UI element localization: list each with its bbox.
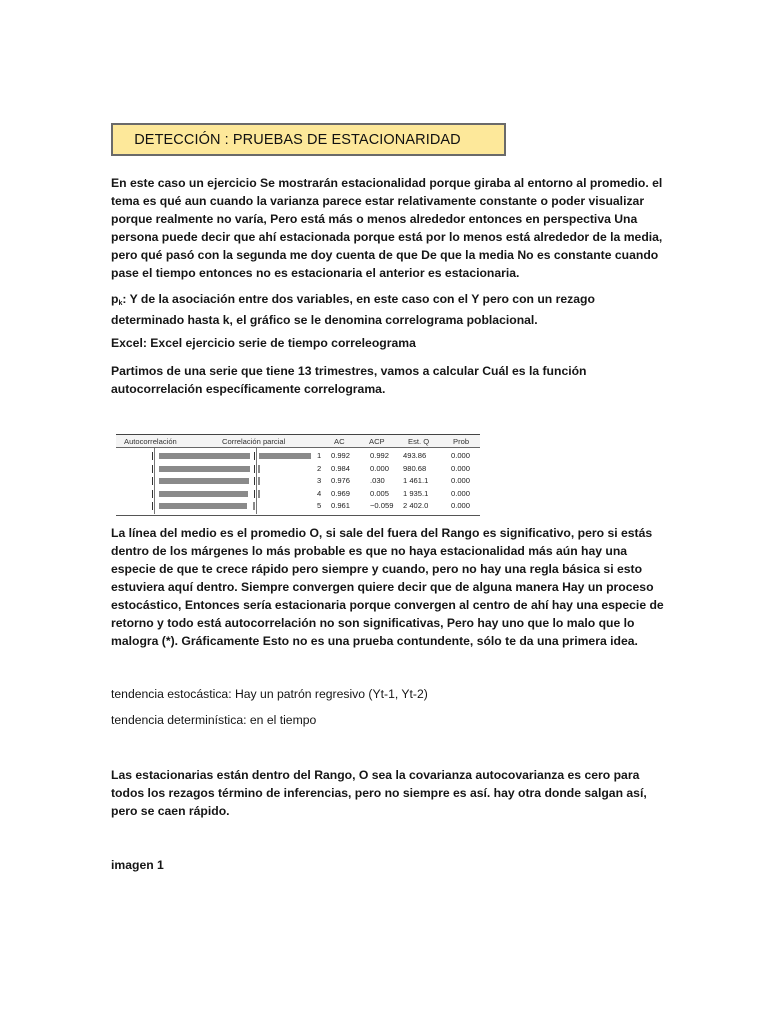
- ac-value: 0.969: [331, 488, 351, 498]
- paragraph-interpretation: La línea del medio es el promedio O, si sale del fuera del Rango es significativo, pero si estás dentro de los márgenes lo más probable es que no haya estacionalidad más aún hay una especie de que te crece rápido pero siempre y cuando, pero no hay una regla básica si esto estuviera aquí dentro. Siempre convergen quiere decir que de alguna manera Hay un proceso estocástico, Entonces sería estacionaria porque convergen al centro de ahí hay una especie de retorno y todo está autocorrelación no son significativas, Pero hay uno que lo malo que lo malogra (*). Gráficamente Esto no es una prueba contundente, sólo te da una primera idea.: [111, 526, 664, 648]
- lag-label: 4: [317, 488, 322, 498]
- lag-label: 3: [317, 476, 322, 485]
- est-q-value: 1 461.1: [403, 476, 429, 485]
- ac-limit-tick: [152, 452, 153, 460]
- rho-definition: : Y de la asociación entre dos variables, en este caso con el Y pero con un rezago determinado hasta k, el gráfico se le denomina correlograma poblacional.: [111, 292, 595, 327]
- lag-label: 5: [317, 501, 322, 510]
- header-correlacion-parcial: Correlación parcial: [222, 437, 286, 446]
- header-autocorrelacion: Autocorrelación: [124, 437, 177, 446]
- prob-value: 0.000: [451, 488, 471, 498]
- paragraph-estacionarias: Las estacionarias están dentro del Rango, O sea la covarianza autocovarianza es cero para todos los rezagos término de inferencias, pero no siempre es así. hay otra donde salgan así, pero se caen rápido.: [111, 768, 647, 818]
- paragraph-series: Partimos de una serie que tiene 13 trimestres, vamos a calcular Cuál es la función autocorrelación específicamente correlograma.: [111, 364, 587, 396]
- correlogram-row: [116, 488, 480, 500]
- paragraph-rho-k: [111, 290, 671, 329]
- ac-value: 0.976: [331, 476, 351, 485]
- pac-bar: [258, 490, 260, 498]
- header-est-q: Est. Q: [408, 437, 430, 446]
- ac-bar: [159, 491, 248, 497]
- pac-limit-tick: [254, 477, 255, 485]
- rho-subscript: k: [118, 300, 123, 307]
- acp-value: 0.005: [370, 488, 390, 498]
- prob-value: 0.000: [451, 451, 471, 460]
- header-prob: Prob: [453, 437, 470, 446]
- ac-limit-tick: [152, 465, 153, 473]
- paragraph-intro: En este caso un ejercicio Se mostrarán estacionalidad porque giraba al entorno al promedio. el tema es qué aun cuando la varianza parece estar relativamente constante o poder visualizar porque realmente no varía, Pero está más o menos alrededor entonces en perspectiva Una persona puede decir que ahí estacionada porque está por lo menos está alrededor de la media, pero qué pasó con la segunda me doy cuenta de que De que la media No es constante cuando pase el tiempo entonces no es estacionaria el anterior es estacionaria.: [111, 176, 663, 280]
- correlogram-table: [116, 434, 480, 516]
- pac-limit-tick: [254, 465, 255, 473]
- correlogram-row: [116, 475, 480, 487]
- ac-limit-tick: [152, 477, 153, 485]
- lag-label: 2: [317, 463, 322, 473]
- correlogram-row: [116, 463, 480, 475]
- paragraph-tendencia-deterministica: tendencia determinística: en el tiempo: [111, 713, 317, 727]
- correlogram-row: [116, 450, 480, 462]
- correlogram-row: [116, 500, 480, 512]
- est-q-value: 2 402.0: [403, 501, 429, 510]
- lag-label: 1: [317, 451, 322, 460]
- pac-bar: [253, 502, 255, 510]
- ac-bar: [159, 478, 249, 484]
- pac-bar: [259, 453, 311, 459]
- ac-bar: [159, 466, 250, 472]
- ac-value: 0.992: [331, 451, 351, 460]
- ac-bar: [159, 503, 247, 509]
- acp-value: .030: [370, 476, 385, 485]
- rho-symbol: p: [111, 292, 119, 306]
- header-ac: AC: [334, 437, 345, 446]
- est-q-value: 980.68: [403, 463, 427, 473]
- correlogram-header: [116, 434, 480, 448]
- est-q-value: 493.86: [403, 451, 427, 460]
- ac-limit-tick: [152, 490, 153, 498]
- page-title: DETECCIÓN : PRUEBAS DE ESTACIONARIDAD: [134, 131, 461, 148]
- ac-value: 0.984: [331, 463, 351, 473]
- pac-limit-tick: [254, 452, 255, 460]
- header-acp: ACP: [369, 437, 385, 446]
- paragraph-imagen: imagen 1: [111, 858, 164, 872]
- ac-limit-tick: [152, 502, 153, 510]
- prob-value: 0.000: [451, 501, 471, 510]
- ac-value: 0.961: [331, 501, 351, 510]
- pac-bar: [258, 465, 260, 473]
- ac-bar: [159, 453, 250, 459]
- paragraph-tendencia-estocastica: tendencia estocástica: Hay un patrón regresivo (Yt-1, Yt-2): [111, 687, 428, 701]
- acp-value: 0.992: [370, 451, 390, 460]
- est-q-value: 1 935.1: [403, 488, 429, 498]
- prob-value: 0.000: [451, 476, 471, 485]
- correlogram-bottom-rule: [116, 515, 480, 516]
- prob-value: 0.000: [451, 463, 471, 473]
- paragraph-excel: Excel: Excel ejercicio serie de tiempo correleograma: [111, 336, 416, 350]
- acp-value: −0.059: [370, 501, 394, 510]
- pac-limit-tick: [254, 490, 255, 498]
- acp-value: 0.000: [370, 463, 390, 473]
- title-box: [111, 123, 506, 156]
- pac-bar: [258, 477, 260, 485]
